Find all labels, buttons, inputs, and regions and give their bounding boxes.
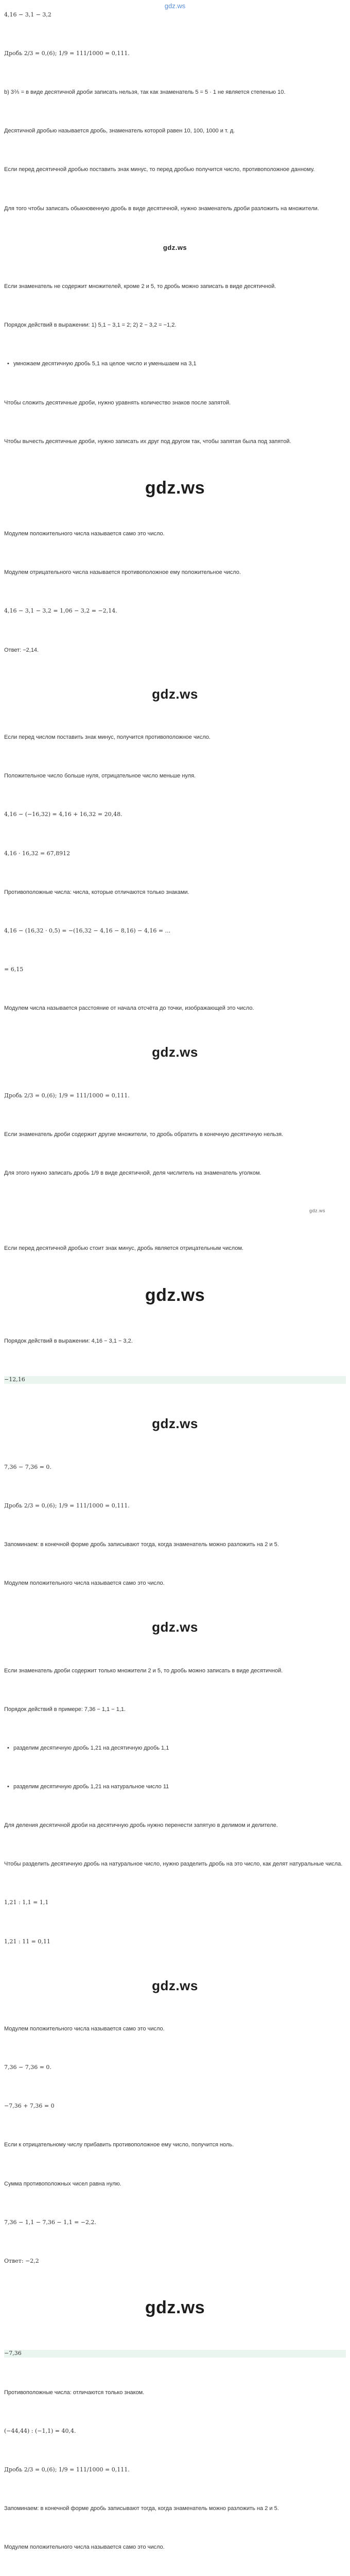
formula-line-15: 4,16 − 3,1 − 3,2 = 1,06 − 3,2 = −2,14. [4,607,117,615]
formula-line-1: Дробь 2/3 = 0,(6); 1/9 = 111/1000 = 0,111. [4,50,130,57]
watermark-12: gdz.ws [145,478,205,498]
watermark-30: gdz.ws [309,1208,325,1213]
formula-line-61: Дробь 2/3 = 0,(6); 1/9 = 111/1000 = 0,111. [4,2466,130,2473]
formula-line-47: 1,21 : 1,1 = 1,1 [4,1899,49,1906]
text-line-33: Порядок действий в выражении: 4,16 − 3,1 − 3,2. [4,1338,133,1345]
text-line-41: Если знаменатель дроби содержит только множители 2 и 5, то дробь можно записать в виде десятичной. [4,1667,283,1674]
solution-content [0,11,350,2576]
text-line-25: Модулем числа называется расстояние от начала отсчёта до точки, изображающей это число. [4,1005,254,1011]
step-bullet-43: • разделим десятичную дробь 1,21 на десятичную дробь 1,1 [4,1744,346,1752]
text-line-19: Положительное число больше нуля, отрицательное число меньше нуля. [4,773,196,779]
formula-line-24: = 6,15 [4,965,24,973]
text-line-62: Запоминаем: в конечной форме дробь записывают тогда, когда знаменатель можно разложить на 2 и 5. [4,2505,279,2512]
formula-line-55: 7,36 − 1,1 − 7,36 − 1,1 = −2,2. [4,2218,97,2226]
formula-line-20: 4,16 − (−16,32) = 4,16 + 16,32 = 20,48. [4,811,122,818]
text-line-7: Если знаменатель не содержит множителей, кроме 2 и 5, то дробь можно записать в виде десятичной. [4,283,276,290]
text-line-31: Если перед десятичной дробью стоит знак минус, дробь является отрицательным числом. [4,1245,244,1252]
answer-line-58: −7,36 [4,2350,346,2358]
text-line-16: Ответ: −2,14. [4,647,39,653]
text-line-53: Если к отрицательному числу прибавить противоположное ему число, получится ноль. [4,2142,234,2148]
text-line-5: Для того чтобы записать обыкновенную дробь в виде десятичной, нужно знаменатель дроби разложить на множители. [4,205,319,212]
formula-line-52: −7,36 + 7,36 = 0 [4,2103,55,2110]
formula-line-21: 4,16 · 16,32 = 67,8912 [4,850,71,857]
text-line-11: Чтобы вычесть десятичные дроби, нужно записать их друг под другом так, чтобы запятая была под запятой. [4,438,291,445]
text-line-38: Запоминаем: в конечной форме дробь записывают тогда, когда знаменатель можно разложить на 2 и 5. [4,1541,279,1548]
watermark-35: gdz.ws [152,1416,198,1432]
text-line-8: Порядок действий в выражении: 1) 5,1 − 3,1 = 2; 2) 2 − 3,2 = −1,2. [4,322,177,329]
watermark-6: gdz.ws [163,243,187,251]
watermark-49: gdz.ws [152,1977,198,1993]
watermark-17: gdz.ws [152,686,198,702]
formula-line-0: 4,16 − 3,1 − 3,2 [4,11,51,18]
text-line-59: Противоположные числа: отличаются только знаком. [4,2389,145,2396]
text-line-63: Модулем положительного числа называется само это число. [4,2544,165,2550]
formula-line-60: (−44,44) : (−1,1) = 40,4. [4,2427,76,2434]
formula-line-36: 7,36 − 7,36 = 0. [4,1463,51,1470]
text-line-13: Модулем положительного числа называется само это число. [4,531,165,537]
formula-line-23: 4,16 − (16,32 · 0,5) = −(16,32 − 4,16 − 8,16) − 4,16 = ... [4,927,171,934]
header [0,0,350,11]
text-line-39: Модулем положительного числа называется само это число. [4,1580,165,1587]
watermark-57: gdz.ws [145,2297,205,2317]
step-bullet-9: • умножаем десятичную дробь 5,1 на целое число и уменьшаем на 3,1 [4,360,346,368]
step-bullet-44: • разделим десятичную дробь 1,21 на натуральное число 11 [4,1783,346,1791]
text-line-28: Если знаменатель дроби содержит другие множители, то дробь обратить в конечную десятичную нельзя. [4,1131,284,1138]
text-line-45: Для деления десятичной дроби на десятичную дробь нужно перенести запятую в делимом и делителе. [4,1822,278,1829]
text-line-3: Десятичной дробью называется дробь, знаменатель которой равен 10, 100, 1000 и т. д. [4,128,235,134]
watermark-40: gdz.ws [152,1619,198,1635]
text-line-50: Модулем положительного числа называется само это число. [4,2026,165,2032]
answer-line-34: −12,16 [4,1376,346,1384]
formula-line-48: 1,21 : 11 = 0,11 [4,1938,50,1945]
text-line-14: Модулем отрицательного числа называется противоположное ему положительное число. [4,569,241,576]
text-line-4: Если перед десятичной дробью поставить знак минус, то перед дробью получится число, противоположное данному. [4,166,315,173]
text-line-18: Если перед числом поставить знак минус, получится противоположное число. [4,734,211,741]
text-line-10: Чтобы сложить десятичные дроби, нужно уравнять количество знаков после запятой. [4,399,231,406]
formula-line-56: Ответ: −2,2 [4,2257,39,2264]
text-line-42: Порядок действий в примере: 7,36 − 1,1 − 1,1. [4,1706,126,1713]
formula-line-27: Дробь 2/3 = 0,(6); 1/9 = 111/1000 = 0,111. [4,1092,130,1099]
watermark-26: gdz.ws [152,1044,198,1060]
text-line-54: Сумма противоположных чисел равна нулю. [4,2180,121,2187]
formula-line-51: 7,36 − 7,36 = 0. [4,2064,51,2071]
text-line-29: Для этого нужно записать дробь 1/9 в виде десятичной, деля числитель на знаменатель уголком. [4,1170,261,1176]
text-line-2: b) 3⅖ = в виде десятичной дроби записать нельзя, так как знаменатель 5 = 5 · 1 не является степенью 10. [4,89,286,96]
formula-line-37: Дробь 2/3 = 0,(6); 1/9 = 111/1000 = 0,111. [4,1502,130,1509]
watermark-32: gdz.ws [145,1285,205,1305]
text-line-22: Противоположные числа: числа, которые отличаются только знаками. [4,889,189,895]
text-line-46: Чтобы разделить десятичную дробь на натуральное число, нужно разделить дробь на это число, как делят натуральные числа. [4,1861,343,1868]
site-logo[interactable]: gdz.ws [164,2,186,10]
